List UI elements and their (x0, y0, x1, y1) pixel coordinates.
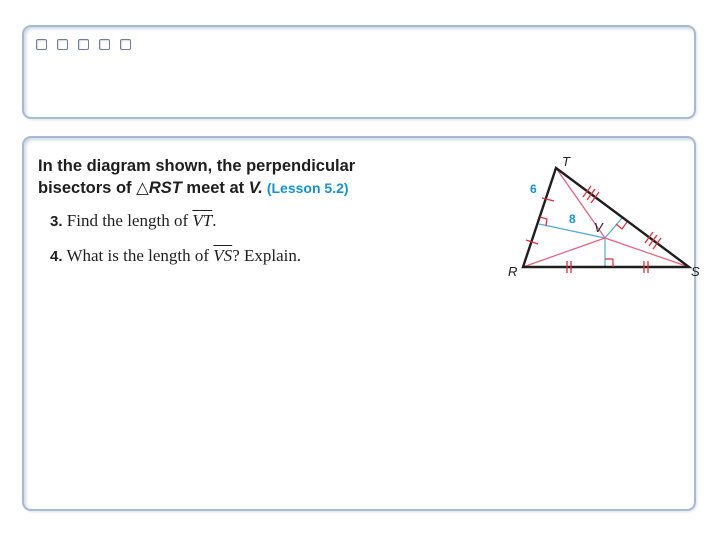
intro-line-1: In the diagram shown, the perpendicular (38, 157, 356, 175)
triangle-name: RST (148, 179, 182, 197)
checkbox-5[interactable] (120, 39, 131, 50)
intro-text-b: meet at (181, 179, 249, 197)
measure-label-8: 8 (569, 212, 576, 226)
measure-label-6: 6 (530, 182, 537, 196)
checkbox-3[interactable] (78, 39, 89, 50)
vertex-label-R: R (508, 264, 518, 279)
vertex-label-T: T (562, 154, 570, 169)
triangle-symbol: △ (136, 179, 149, 197)
question-3-end: . (212, 211, 217, 230)
problem-intro (38, 155, 408, 199)
bisector-to-TS (605, 218, 622, 238)
checkbox-4[interactable] (99, 39, 110, 50)
triangle-diagram (479, 150, 709, 280)
segment-VR (523, 238, 605, 267)
question-3-segment: $\overline{VT}$ (192, 211, 213, 230)
point-label-V: V (594, 220, 603, 235)
lesson-reference: (Lesson 5.2) (266, 180, 349, 196)
checkbox-1[interactable] (36, 39, 47, 50)
intro-line-2 (38, 177, 408, 199)
question-4-end: ? Explain. (232, 246, 302, 265)
tick-RT-upper (542, 198, 554, 201)
triangle-RST (523, 168, 689, 267)
checkbox-row (36, 39, 131, 50)
question-4-number: 4. (50, 248, 63, 265)
problem-panel (22, 136, 700, 511)
question-4-text: What is the length of (62, 246, 214, 265)
question-3-number: 3. (50, 213, 63, 230)
question-4-segment: $\overline{VS}$ (213, 246, 233, 265)
intro-text-a: bisectors of (38, 179, 137, 197)
segment-VS (605, 238, 689, 267)
question-3 (50, 211, 216, 231)
vertex-label-S: S (691, 264, 700, 279)
question-4 (50, 246, 301, 266)
header-panel (22, 25, 696, 119)
question-3-text: Find the length of (62, 211, 193, 230)
checkbox-2[interactable] (57, 39, 68, 50)
point-name: V. (248, 179, 263, 197)
